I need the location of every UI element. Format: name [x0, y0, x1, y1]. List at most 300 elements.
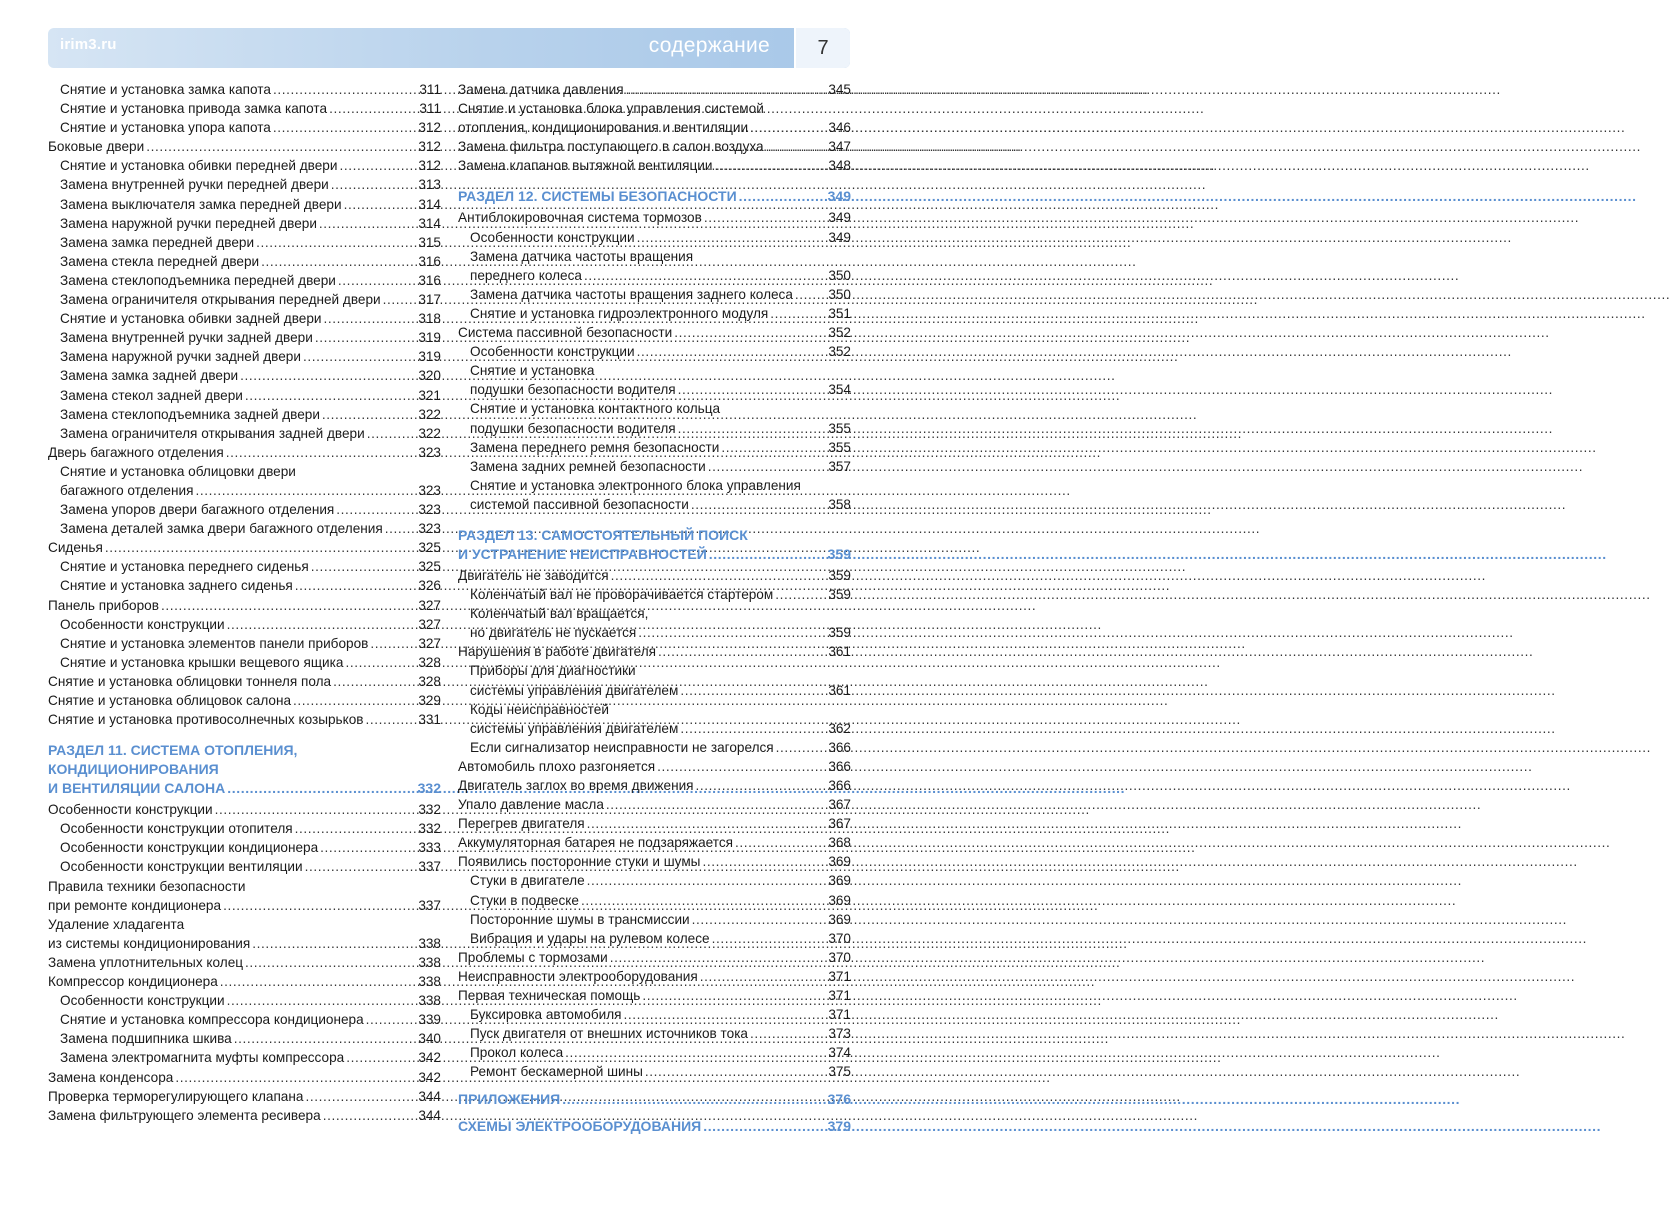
toc-entry[interactable] — [48, 424, 441, 443]
page-number: 7 — [817, 36, 829, 59]
toc-entry[interactable] — [48, 175, 441, 194]
toc-entry[interactable] — [48, 405, 441, 424]
toc-entry-line — [458, 566, 851, 585]
toc-entry-line — [458, 156, 851, 175]
toc-entry-line — [60, 347, 441, 366]
toc-entry-line — [470, 399, 851, 418]
toc-leader-dots — [643, 1062, 828, 1081]
toc-entry-line — [470, 495, 851, 514]
toc-entry-title: Замена датчика давления — [458, 82, 624, 97]
toc-entry[interactable] — [48, 596, 441, 615]
toc-leader-dots — [218, 972, 419, 991]
toc-entry[interactable] — [48, 953, 441, 972]
toc-entry[interactable] — [458, 738, 851, 757]
toc-leader-dots — [622, 1005, 829, 1024]
toc-leader-dots — [656, 642, 828, 661]
toc-entry-title: Снятие и установка упора капота — [60, 120, 271, 136]
toc-entry-line — [458, 1117, 851, 1136]
toc-entry-line — [60, 328, 441, 347]
toc-entry[interactable] — [458, 228, 851, 247]
toc-entry-title: Вибрация и удары на рулевом колесе — [470, 930, 710, 946]
toc-entry-title: Замена датчика частоты вращения — [470, 248, 694, 264]
toc-leader-dots — [173, 1068, 418, 1087]
toc-entry-line — [470, 285, 851, 304]
toc-entry-line — [470, 910, 851, 929]
toc-entry-line — [60, 1048, 441, 1067]
toc-leader-dots — [365, 424, 419, 443]
toc-entry-line — [60, 615, 441, 634]
toc-entry-line — [458, 545, 851, 564]
toc-entry-title: Снятие и установка элементов панели приборов — [60, 635, 369, 651]
toc-leader-dots — [774, 738, 829, 757]
toc-entry-title: Правила техники безопасности — [48, 878, 246, 894]
toc-page-number: 328 — [418, 654, 441, 670]
toc-leader-dots — [582, 266, 828, 285]
toc-entry[interactable] — [458, 814, 851, 833]
toc-entry[interactable] — [458, 986, 851, 1005]
toc-entry[interactable] — [48, 800, 441, 819]
toc-page-number: 349 — [827, 188, 851, 205]
toc-entry[interactable] — [458, 304, 851, 323]
toc-entry-line — [458, 526, 851, 545]
toc-page-number: 342 — [418, 1050, 441, 1066]
toc-page-number: 314 — [418, 196, 441, 212]
toc-page-number: 328 — [418, 673, 441, 689]
toc-entry-title: Упало давление масла — [458, 797, 604, 813]
toc-page-number: 359 — [827, 545, 851, 562]
toc-page-number: 355 — [828, 439, 851, 455]
toc-entry[interactable] — [458, 1062, 851, 1081]
toc-page-number: 344 — [418, 1088, 441, 1104]
toc-entry-line — [458, 757, 851, 776]
toc-leader-dots — [159, 596, 418, 615]
page-number-box — [794, 28, 850, 68]
toc-entry-line — [470, 266, 851, 285]
toc-section-heading[interactable] — [48, 741, 441, 798]
toc-entry-line — [48, 672, 441, 691]
toc-entry-title: Если сигнализатор неисправности не загорелся — [470, 739, 774, 755]
toc-entry-line — [470, 585, 851, 604]
toc-entry[interactable] — [48, 290, 441, 309]
toc-page-number: 316 — [418, 272, 441, 288]
toc-entry-title: Замена клапанов вытяжной вентиляции — [458, 158, 713, 174]
toc-entry-line — [60, 156, 441, 175]
toc-entry[interactable] — [48, 328, 441, 347]
toc-page-number: 332 — [417, 780, 441, 797]
toc-entry-title: Замена внутренней ручки передней двери — [60, 177, 329, 193]
toc-entry[interactable] — [458, 399, 851, 437]
toc-entry-line — [458, 852, 851, 871]
toc-entry-line — [60, 857, 441, 876]
toc-leader-dots — [221, 896, 418, 915]
toc-entry-line — [60, 175, 441, 194]
toc-leader-dots — [303, 857, 419, 876]
toc-page-number: 369 — [828, 873, 851, 889]
toc-page-number: 338 — [418, 954, 441, 970]
toc-section-heading[interactable] — [458, 526, 851, 564]
toc-entry-line — [470, 891, 851, 910]
toc-leader-dots — [678, 681, 828, 700]
toc-leader-dots — [321, 1106, 419, 1125]
toc-entry-title: Замена внутренней ручки задней двери — [60, 330, 313, 346]
toc-entry-title: Замена наружной ручки передней двери — [60, 215, 317, 231]
toc-entry-title: Коленчатый вал вращается, — [470, 606, 649, 622]
toc-entry[interactable] — [458, 99, 851, 137]
toc-entry-title: И УСТРАНЕНИЕ НЕИСПРАВНОСТЕЙ — [458, 545, 707, 562]
toc-entry-title: Снятие и установка крышки вещевого ящика — [60, 654, 344, 670]
toc-entry[interactable] — [48, 347, 441, 366]
toc-entry[interactable] — [458, 948, 851, 967]
toc-page-number: 362 — [828, 720, 851, 736]
toc-page-number: 351 — [828, 305, 851, 321]
toc-entry-title: Особенности конструкции отопителя — [60, 821, 293, 837]
toc-entry-line — [60, 386, 441, 405]
toc-entry[interactable] — [48, 309, 441, 328]
toc-entry[interactable] — [48, 634, 441, 653]
toc-entry[interactable] — [458, 342, 851, 361]
toc-entry[interactable] — [458, 247, 851, 285]
toc-leader-dots — [383, 519, 419, 538]
toc-entry[interactable] — [48, 156, 441, 175]
toc-leader-dots — [259, 252, 418, 271]
toc-entry-title: при ремонте кондиционера — [48, 897, 222, 913]
toc-entry[interactable] — [48, 500, 441, 519]
toc-entry-line — [470, 1005, 851, 1024]
toc-page-number: 349 — [828, 210, 851, 226]
toc-entry-title: Замена ограничителя открывания задней двери — [60, 425, 365, 441]
toc-entry[interactable] — [48, 576, 441, 595]
toc-entry-line — [60, 819, 441, 838]
toc-entry[interactable] — [458, 871, 851, 890]
toc-page-number: 322 — [418, 425, 441, 441]
toc-entry-title: системы управления двигателем — [470, 720, 679, 736]
toc-entry[interactable] — [458, 438, 851, 457]
toc-entry[interactable] — [458, 361, 851, 399]
toc-leader-dots — [243, 386, 418, 405]
toc-leader-dots — [368, 634, 418, 653]
toc-entry[interactable] — [458, 137, 851, 156]
toc-leader-dots — [585, 871, 829, 890]
toc-leader-dots — [672, 323, 828, 342]
toc-page-number: 338 — [418, 974, 441, 990]
toc-page-number: 316 — [418, 253, 441, 269]
toc-entry-title: Снятие и установка гидроэлектронного модуля — [470, 305, 769, 321]
toc-entry-line — [60, 424, 441, 443]
toc-entry-line — [48, 1106, 441, 1125]
toc-entry[interactable] — [458, 323, 851, 342]
toc-leader-dots — [563, 1043, 828, 1062]
toc-leader-dots — [707, 545, 828, 564]
toc-entry-line — [60, 233, 441, 252]
toc-entry-line — [60, 405, 441, 424]
toc-entry[interactable] — [458, 967, 851, 986]
toc-entry[interactable] — [48, 195, 441, 214]
toc-entry[interactable] — [458, 891, 851, 910]
toc-page-number: 320 — [418, 368, 441, 384]
toc-leader-dots — [768, 304, 828, 323]
toc-entry[interactable] — [458, 208, 851, 227]
toc-leader-dots — [689, 495, 829, 514]
toc-entry[interactable] — [48, 462, 441, 500]
toc-entry[interactable] — [458, 1024, 851, 1043]
toc-page-number: 339 — [418, 1012, 441, 1028]
toc-entry-title: Дверь багажного отделения — [48, 444, 224, 460]
toc-page-number: 321 — [418, 387, 441, 403]
toc-leader-dots — [309, 557, 419, 576]
toc-entry-title: Аккумуляторная батарея не подзаряжается — [458, 835, 734, 851]
toc-entry[interactable] — [458, 757, 851, 776]
toc-entry-line — [458, 948, 851, 967]
toc-entry-title: Снятие и установка блока управления системой — [458, 101, 764, 117]
toc-entry-title: Замена замка задней двери — [60, 368, 239, 384]
toc-entry-title: Замена упоров двери багажного отделения — [60, 502, 335, 518]
toc-entry[interactable] — [48, 1010, 441, 1029]
toc-entry[interactable] — [48, 857, 441, 876]
toc-entry[interactable] — [48, 214, 441, 233]
toc-page-number: 342 — [418, 1069, 441, 1085]
toc-entry[interactable] — [48, 1048, 441, 1067]
toc-entry-title: Замена электромагнита муфты компрессора — [60, 1050, 345, 1066]
toc-entry-title: Замена деталей замка двери багажного отделения — [60, 521, 383, 537]
toc-entry[interactable] — [458, 910, 851, 929]
toc-entry-line — [458, 118, 851, 137]
toc-entry[interactable] — [458, 929, 851, 948]
toc-entry[interactable] — [458, 700, 851, 738]
toc-entry-title: И ВЕНТИЛЯЦИИ САЛОНА — [48, 780, 226, 797]
toc-entry[interactable] — [48, 80, 441, 99]
toc-entry-title: Замена наружной ручки задней двери — [60, 349, 301, 365]
toc-entry-line — [470, 419, 851, 438]
toc-entry-line — [470, 929, 851, 948]
toc-entry-line — [48, 800, 441, 819]
toc-page-number: 346 — [828, 120, 851, 136]
toc-entry-line — [48, 896, 441, 915]
toc-entry-title: Снятие и установка противосолнечных козырьков — [48, 712, 364, 728]
toc-entry[interactable] — [458, 476, 851, 514]
toc-entry[interactable] — [458, 604, 851, 642]
toc-entry[interactable] — [458, 642, 851, 661]
toc-leader-dots — [344, 1048, 418, 1067]
toc-entry-title: Особенности конструкции — [470, 344, 635, 360]
toc-entry-line — [458, 80, 851, 99]
toc-leader-dots — [748, 118, 828, 137]
toc-leader-dots — [250, 934, 418, 953]
toc-entry-title: Замена переднего ремня безопасности — [470, 439, 720, 455]
toc-entry-line — [60, 462, 441, 481]
toc-entry-title: Снятие и установка облицовки двери — [60, 463, 296, 479]
toc-entry[interactable] — [48, 519, 441, 538]
toc-entry-title: отопления, кондиционирования и вентиляции — [458, 120, 749, 136]
toc-entry[interactable] — [48, 538, 441, 557]
toc-entry-title: системой пассивной безопасности — [470, 496, 689, 512]
toc-entry-title: Снятие и установка облицовки тоннеля пола — [48, 673, 332, 689]
toc-entry-line — [48, 972, 441, 991]
toc-page-number: 375 — [828, 1064, 851, 1080]
toc-entry-title: Замена замка передней двери — [60, 234, 255, 250]
toc-page-number: 319 — [418, 349, 441, 365]
toc-entry[interactable] — [48, 118, 441, 137]
toc-leader-dots — [291, 691, 418, 710]
toc-page-number: 366 — [828, 739, 851, 755]
toc-entry[interactable] — [48, 653, 441, 672]
toc-page-number: 348 — [828, 158, 851, 174]
toc-page-number: 315 — [418, 234, 441, 250]
toc-page-number: 332 — [418, 821, 441, 837]
toc-page-number: 337 — [418, 897, 441, 913]
toc-leader-dots — [331, 672, 418, 691]
toc-page-number: 319 — [418, 330, 441, 346]
toc-leader-dots — [103, 538, 418, 557]
toc-leader-dots — [793, 285, 828, 304]
toc-entry-line — [470, 342, 851, 361]
toc-leader-dots — [271, 80, 419, 99]
toc-entry[interactable] — [48, 366, 441, 385]
toc-list-left — [48, 80, 441, 1125]
toc-entry-line — [48, 877, 441, 896]
toc-leader-dots — [733, 833, 828, 852]
toc-entry-line — [60, 576, 441, 595]
toc-leader-dots — [764, 137, 829, 156]
toc-entry-title: Особенности конструкции — [60, 993, 225, 1009]
toc-entry-line — [60, 252, 441, 271]
toc-entry[interactable] — [458, 795, 851, 814]
toc-entry[interactable] — [458, 566, 851, 585]
toc-entry-title: Компрессор кондиционера — [48, 974, 218, 990]
toc-page-number: 370 — [828, 930, 851, 946]
toc-leader-dots — [336, 271, 418, 290]
toc-entry-line — [458, 795, 851, 814]
toc-page-number: 371 — [828, 1007, 851, 1023]
toc-entry[interactable] — [48, 915, 441, 953]
toc-leader-dots — [635, 342, 829, 361]
toc-leader-dots — [700, 852, 828, 871]
toc-entry-line — [60, 991, 441, 1010]
toc-entry[interactable] — [48, 710, 441, 729]
toc-entry[interactable] — [458, 80, 851, 99]
toc-entry-line — [470, 1043, 851, 1062]
toc-entry[interactable] — [458, 457, 851, 476]
toc-entry-line — [458, 776, 851, 795]
toc-section-heading[interactable] — [458, 1090, 851, 1109]
toc-entry[interactable] — [458, 585, 851, 604]
toc-entry-title: но двигатель не пускается — [470, 625, 637, 641]
toc-entry-line — [458, 986, 851, 1005]
toc-entry-title: Снятие и установка заднего сиденья — [60, 578, 293, 594]
toc-entry-line — [470, 1062, 851, 1081]
toc-entry-line — [48, 443, 441, 462]
toc-page-number: 350 — [828, 267, 851, 283]
toc-entry[interactable] — [458, 156, 851, 175]
toc-entry[interactable] — [48, 386, 441, 405]
toc-page-number: 349 — [828, 229, 851, 245]
toc-entry-line — [48, 779, 441, 798]
toc-entry[interactable] — [48, 691, 441, 710]
toc-entry-line — [60, 271, 441, 290]
toc-entry[interactable] — [458, 852, 851, 871]
toc-entry[interactable] — [48, 443, 441, 462]
toc-entry[interactable] — [48, 838, 441, 857]
toc-page-number: 374 — [828, 1045, 851, 1061]
toc-page-number: 352 — [828, 325, 851, 341]
toc-entry-line — [48, 1068, 441, 1087]
toc-entry[interactable] — [48, 672, 441, 691]
toc-entry-title: Антиблокировочная система тормозов — [458, 210, 702, 226]
toc-entry-title: Снятие и установка контактного кольца — [470, 401, 721, 417]
toc-entry[interactable] — [48, 557, 441, 576]
toc-entry[interactable] — [48, 1087, 441, 1106]
toc-entry-line — [458, 642, 851, 661]
toc-entry-line — [48, 934, 441, 953]
toc-entry[interactable] — [48, 1068, 441, 1087]
toc-entry[interactable] — [48, 233, 441, 252]
toc-entry-line — [48, 915, 441, 934]
toc-leader-dots — [579, 891, 828, 910]
toc-entry[interactable] — [458, 833, 851, 852]
toc-leader-dots — [640, 986, 828, 1005]
toc-page-number: 361 — [828, 682, 851, 698]
toc-leader-dots — [364, 1010, 419, 1029]
toc-entry[interactable] — [458, 1043, 851, 1062]
toc-entry[interactable] — [48, 137, 441, 156]
toc-entry-title: Удаление хладагента — [48, 916, 185, 932]
toc-entry[interactable] — [48, 1029, 441, 1048]
toc-page-number: 312 — [418, 139, 441, 155]
site-label[interactable]: irim3.ru — [60, 36, 117, 53]
toc-entry[interactable] — [48, 819, 441, 838]
toc-entry[interactable] — [48, 1106, 441, 1125]
toc-page-number: 373 — [828, 1026, 851, 1042]
toc-section-heading[interactable] — [458, 1117, 851, 1136]
toc-entry-line — [470, 719, 851, 738]
toc-entry-title: из системы кондиционирования — [48, 935, 251, 951]
toc-section-heading[interactable] — [458, 187, 851, 206]
toc-leader-dots — [243, 953, 418, 972]
toc-entry[interactable] — [48, 972, 441, 991]
toc-page-number: 369 — [828, 911, 851, 927]
toc-entry[interactable] — [48, 615, 441, 634]
toc-entry-title: подушки безопасности водителя — [470, 420, 676, 436]
toc-entry-title: Замена стеклоподъемника задней двери — [60, 406, 320, 422]
toc-entry-line — [48, 741, 441, 760]
toc-entry-line — [458, 137, 851, 156]
toc-leader-dots — [676, 419, 829, 438]
toc-leader-dots — [329, 175, 419, 194]
toc-entry[interactable] — [48, 271, 441, 290]
toc-entry-title: РАЗДЕЛ 11. СИСТЕМА ОТОПЛЕНИЯ, — [48, 742, 298, 759]
toc-entry-title: Особенности конструкции кондиционера — [60, 840, 319, 856]
toc-entry[interactable] — [458, 776, 851, 795]
toc-entry-line — [470, 457, 851, 476]
toc-entry-title: Снятие и установка обивки задней двери — [60, 311, 322, 327]
toc-entry[interactable] — [458, 285, 851, 304]
toc-entry[interactable] — [48, 991, 441, 1010]
toc-entry-title: Замена фильтрующего элемента ресивера — [48, 1107, 321, 1123]
toc-entry[interactable] — [48, 252, 441, 271]
toc-entry[interactable] — [458, 661, 851, 699]
toc-page-number: 371 — [828, 988, 851, 1004]
toc-entry-title: Особенности конструкции — [60, 616, 225, 632]
toc-leader-dots — [232, 1029, 419, 1048]
toc-leader-dots — [271, 118, 418, 137]
toc-page-number: 379 — [827, 1117, 851, 1134]
toc-leader-dots — [293, 819, 419, 838]
toc-entry[interactable] — [48, 877, 441, 915]
toc-entry-line — [48, 691, 441, 710]
toc-entry[interactable] — [458, 1005, 851, 1024]
toc-page-number: 367 — [828, 816, 851, 832]
toc-entry[interactable] — [48, 99, 441, 118]
toc-entry-line — [48, 137, 441, 156]
